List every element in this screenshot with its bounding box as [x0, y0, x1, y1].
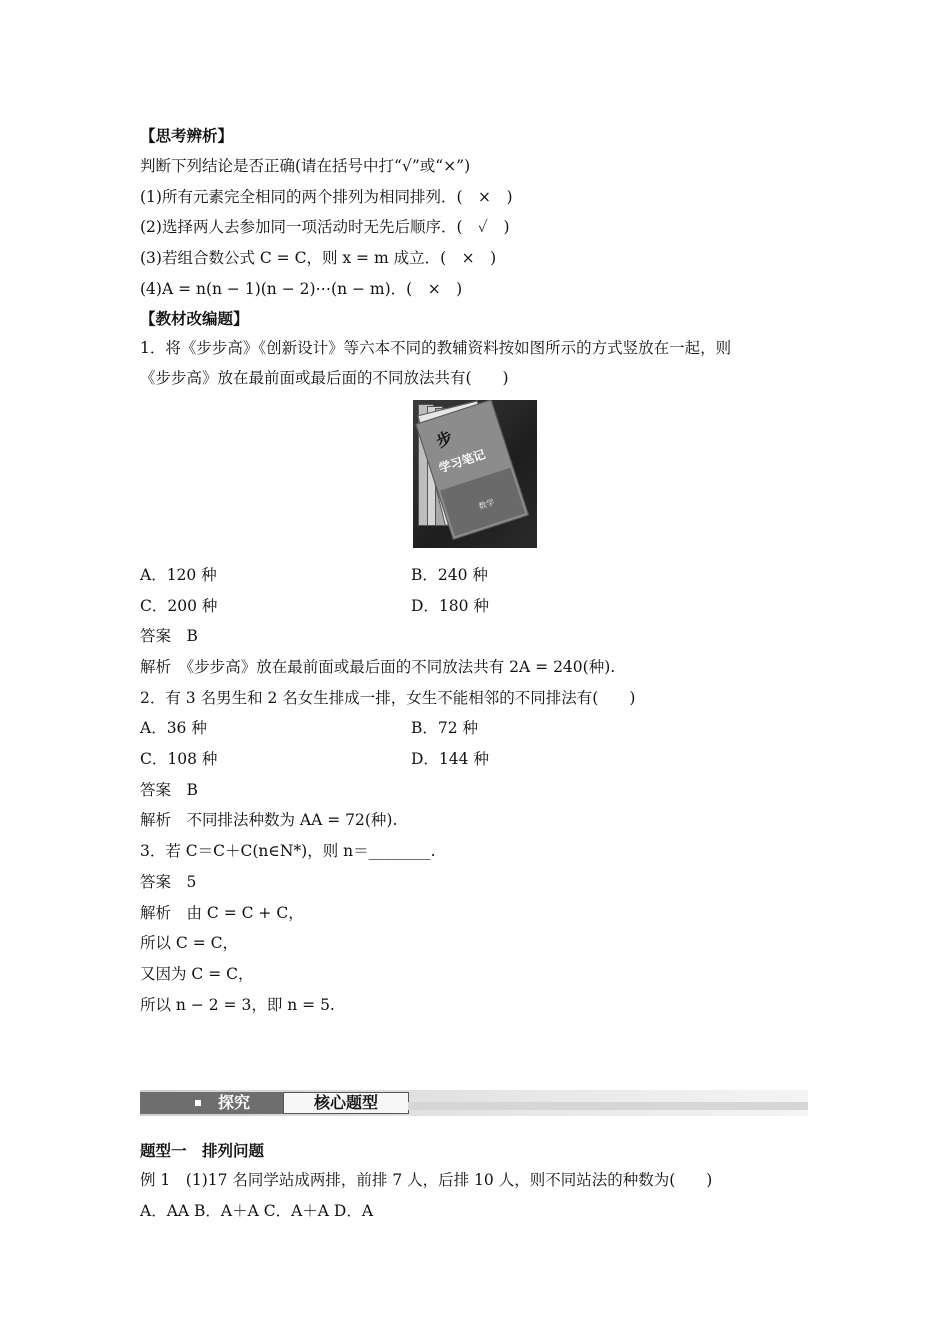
banner-strip — [408, 1102, 808, 1110]
judge-item-4: (4)A = n(n − 1)(n − 2)⋯(n − m)．( × ) — [140, 280, 463, 298]
judge-item-3: (3)若组合数公式 C = C，则 x = m 成立．( × ) — [140, 249, 497, 267]
q2-question: 2．有 3 名男生和 2 名女生排成一排，女生不能相邻的不同排法有( ) — [140, 689, 636, 707]
q2-analysis: 解析 不同排法种数为 AA = 72(种). — [140, 811, 398, 829]
q1-line-1: 1．将《步步高》《创新设计》等六本不同的教辅资料按如图所示的方式竖放在一起，则 — [140, 339, 732, 357]
banner-square-icon — [195, 1100, 201, 1106]
q3-question: 3．若 C＝C＋C(n∈N*)，则 n＝________. — [140, 842, 436, 860]
q1-line-2: 《步步高》放在最前面或最后面的不同放法共有( ) — [140, 369, 509, 387]
example-1-options: A．AA B．A＋A C．A＋A D．A — [140, 1202, 374, 1220]
q3-analysis-3: 又因为 C = C， — [140, 965, 254, 983]
q1-analysis: 解析 《步步高》放在最前面或最后面的不同放法共有 2A = 240(种). — [140, 658, 616, 676]
example-1: 例 1 (1)17 名同学站成两排，前排 7 人，后排 10 人，则不同站法的种数为( ) — [140, 1171, 713, 1189]
q3-analysis-1: 解析 由 C = C + C， — [140, 904, 304, 922]
q2-option-b: B．72 种 — [411, 719, 479, 737]
q3-analysis-2: 所以 C = C， — [140, 934, 238, 952]
banner-left-block — [140, 1092, 283, 1114]
q1-answer: 答案 B — [140, 627, 198, 645]
section-banner — [140, 1090, 808, 1116]
q2-option-d: D．144 种 — [411, 750, 489, 768]
prompt-text: 判断下列结论是否正确(请在括号中打“√”或“×”) — [140, 157, 471, 175]
banner-right-label: 核心题型 — [283, 1092, 409, 1114]
q2-option-a: A．36 种 — [140, 719, 207, 737]
q3-analysis-4: 所以 n − 2 = 3，即 n = 5. — [140, 996, 335, 1014]
book-title-text: 学习笔记 — [437, 447, 488, 476]
heading-textbook: 【教材改编题】 — [140, 309, 249, 328]
banner-left-label: 探究 — [218, 1093, 251, 1112]
judge-item-2: (2)选择两人去参加同一项活动时无先后顺序．( ✓ ) — [140, 218, 510, 236]
heading-type-one: 题型一 排列问题 — [140, 1141, 265, 1160]
q1-option-d: D．180 种 — [411, 597, 489, 615]
q2-answer: 答案 B — [140, 781, 198, 799]
q1-option-c: C．200 种 — [140, 597, 218, 615]
q2-option-c: C．108 种 — [140, 750, 218, 768]
q1-option-b: B．240 种 — [411, 566, 488, 584]
books-photo: 步 学习笔记 数学 — [413, 400, 537, 548]
q3-answer: 答案 5 — [140, 873, 197, 891]
judge-item-1: (1)所有元素完全相同的两个排列为相同排列．( × ) — [140, 188, 513, 206]
book-subject-text: 数学 — [477, 497, 496, 512]
q1-option-a: A．120 种 — [140, 566, 217, 584]
heading-thinking: 【思考辨析】 — [140, 126, 234, 145]
